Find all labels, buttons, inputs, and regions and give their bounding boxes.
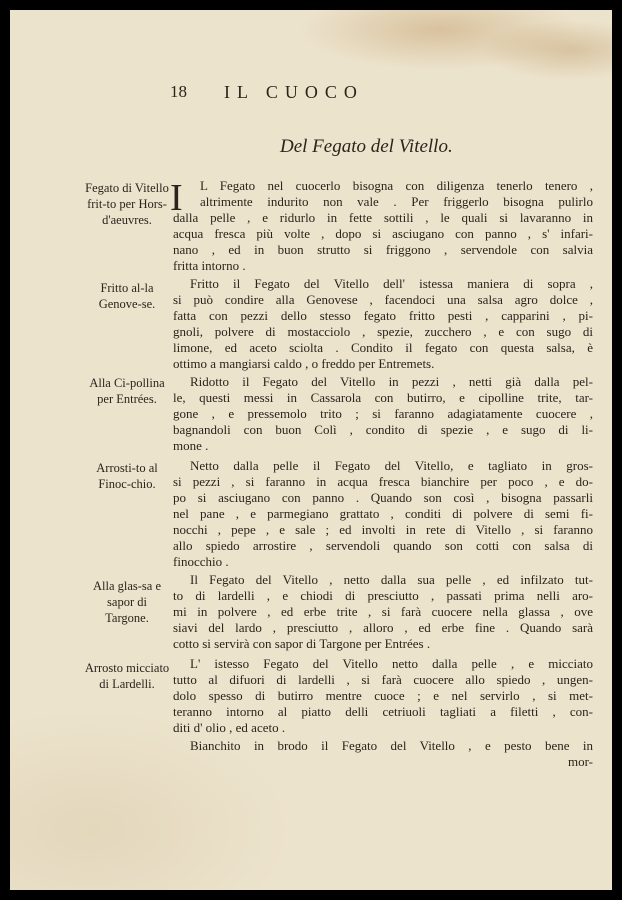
text-line: tutto al difuori di lardelli , si farà cuocere allo spiedo , ungen- xyxy=(173,672,593,687)
text-line: siavi del lardo , presciutto , alloro , ed erbe fine . Quando sarà xyxy=(173,620,593,635)
text-line: teranno intorno al piatto delli cetriuoli tagliati a filetti , con- xyxy=(173,704,593,719)
text-line: diti d' olio , ed aceto . xyxy=(173,720,286,735)
catchword: mor- xyxy=(567,754,593,769)
margin-note-glassa: Alla glas-sa e sapor di Targone. xyxy=(92,579,162,625)
text-line: L' istesso Fegato del Vitello netto dalla pelle , e micciato xyxy=(190,656,593,671)
text-line: Netto dalla pelle il Fegato del Vitello, e tagliato in gros- xyxy=(190,458,593,473)
page-header xyxy=(170,82,480,112)
text-line: limone, ed aceto sciolta . Condito il fegato con questa salsa, è xyxy=(173,340,593,355)
text-line: mi in polvere , ed erbe trite , si farà cuocere nella glassa , ove xyxy=(173,604,593,619)
text-line: finocchio . xyxy=(173,554,229,569)
text-line: Fritto il Fegato del Vitello dell' istessa maniera di sopra , xyxy=(190,276,593,291)
text-line: allo spiedo arrostire , servendoli quando son cotti con salsa di xyxy=(173,538,593,553)
text-line: nocchi , pepe , e sale ; ed involti in rete di Vitello , si faranno xyxy=(173,522,593,537)
book-page xyxy=(10,10,612,890)
text-line: to di lardelli , e chiodi di presciutto , passati prima nelli aro- xyxy=(173,588,593,603)
text-line: Ridotto il Fegato del Vitello in pezzi , netti già dalla pel- xyxy=(190,374,593,389)
margin-note-fritto: Fegato di Vitello frit-to per Hors-d'aeuvres. xyxy=(85,181,169,227)
drop-capital: I xyxy=(170,177,183,219)
text-line: si pezzi , si faranno in acqua fresca bianchire per poco , e do- xyxy=(173,474,593,489)
text-line: Il Fegato del Vitello , netto dalla sua pelle , ed infilzato tut- xyxy=(190,572,593,587)
text-line: le, questi messi in Cassarola con butirro, e cipolline trite, tar- xyxy=(173,390,593,405)
page-number: 18 xyxy=(170,82,187,101)
text-line: cotto si servirà con sapor di Targone per Entrées . xyxy=(173,636,431,651)
text-line: dalla pelle , e ridurlo in fette sottili , le quali si lavaranno in xyxy=(173,210,593,225)
text-line: bagnandoli con buon Colì , condito di spezie , e sugo di li- xyxy=(173,422,593,437)
margin-note-lardelli: Arrosto micciato di Lardelli. xyxy=(84,661,170,691)
text-line: gnoli, polvere di mostacciolo , spezie, zucchero , e con sugo di xyxy=(173,324,593,339)
text-line: altrimente indurito non vale . Per friggerlo bisogna pulirlo xyxy=(200,194,593,209)
text-line: L Fegato nel cuocerlo bisogna con diligenza tenerlo tenero , xyxy=(200,178,593,193)
text-line: po si asciugano con panno . Quando son così , bisogna passarli xyxy=(173,490,593,505)
margin-note-genovese: Fritto al-la Genove-se. xyxy=(98,281,156,311)
margin-note-cipollina: Alla Ci-pollina per Entrées. xyxy=(89,376,165,406)
text-line: dolo spesso di butirro mentre cuoce ; e nel servirlo , si met- xyxy=(173,688,593,703)
text-line: Bianchito in brodo il Fegato del Vitello , e pesto bene in xyxy=(190,738,593,753)
text-line: nel pane , e parmegiano grattato , conditi di polvere di semi fi- xyxy=(173,506,593,521)
text-line: ottimo a mangiarsi caldo , o freddo per Entremets. xyxy=(173,356,435,371)
text-line: nano , ed in buon strutto si friggono , servendole con salvia xyxy=(173,242,593,257)
text-line: fatta con pezzi dello stesso fegato fritto pesti , capparini , pi- xyxy=(173,308,593,323)
text-line: fritta intorno . xyxy=(173,258,246,273)
text-line: gone , e pressemolo trito ; si faranno adagiatamente cuocere , xyxy=(173,406,593,421)
running-title: IL CUOCO xyxy=(224,82,364,102)
text-line: si può condire alla Genovese , facendoci una salsa agro dolce , xyxy=(173,292,593,307)
margin-note-finocchio: Arrosti-to al Finoc-chio. xyxy=(96,461,158,491)
text-line: acqua fresca più volte , dopo si asciugano con panno , s' infari- xyxy=(173,226,593,241)
section-title: Del Fegato del Vitello. xyxy=(280,136,453,157)
text-line: mone . xyxy=(173,438,209,453)
